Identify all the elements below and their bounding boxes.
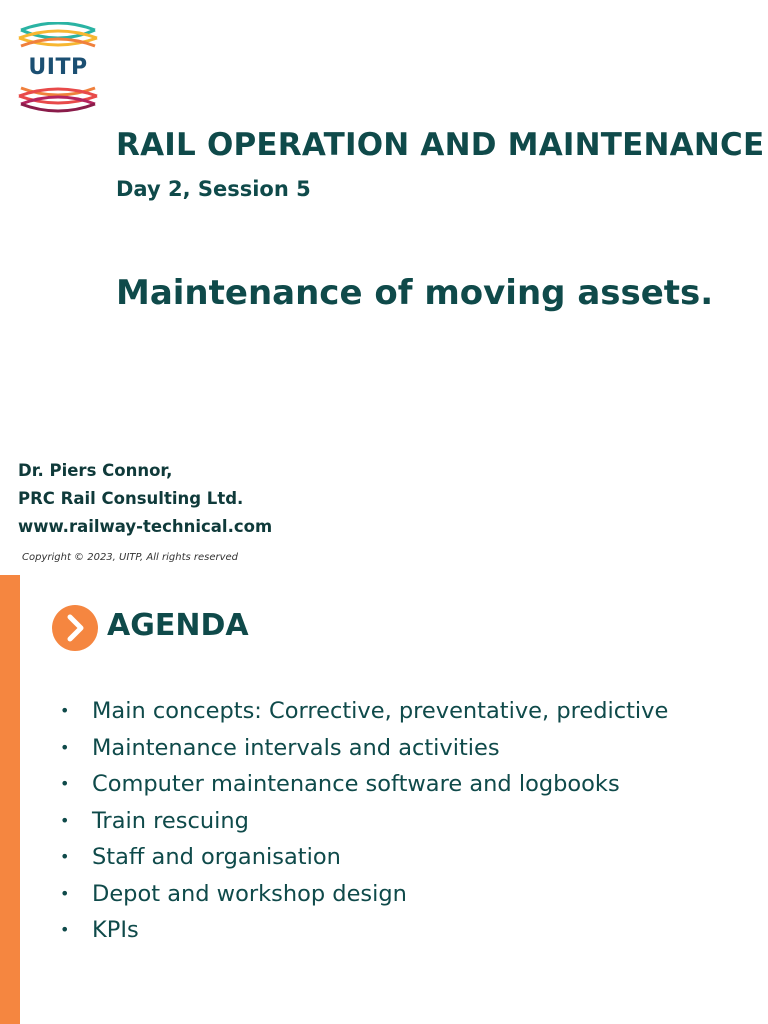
logo-text: UITP [28, 55, 88, 80]
uitp-logo [17, 22, 99, 114]
agenda-item [60, 912, 668, 949]
accent-bar [0, 575, 20, 1024]
agenda-item-text: KPIs [92, 917, 139, 943]
agenda-item [60, 803, 668, 840]
author-company: PRC Rail Consulting Ltd. [18, 489, 244, 508]
agenda-item-text: Main concepts: Corrective, preventative, predictive [92, 698, 669, 724]
agenda-badge [52, 605, 98, 651]
agenda-item-text: Train rescuing [92, 807, 249, 834]
session-topic: Maintenance of moving assets. [116, 273, 714, 313]
bullet: • [60, 810, 70, 830]
agenda-item [60, 876, 668, 913]
agenda-list [60, 693, 668, 949]
bullet: • [60, 883, 70, 903]
bullet: • [60, 847, 70, 866]
presentation-title: RAIL OPERATION AND MAINTENANCE [116, 127, 765, 163]
bullet: • [60, 920, 70, 939]
bullet: • [60, 774, 70, 793]
agenda-item-text: Depot and workshop design [92, 880, 407, 907]
agenda-item-text: Staff and organisation [92, 844, 341, 870]
author-block [18, 457, 272, 541]
agenda-item [60, 730, 668, 767]
agenda-item-text: Computer maintenance software and logbooks [92, 771, 620, 797]
agenda-item [60, 839, 668, 876]
author-name: Dr. Piers Connor, [18, 461, 173, 480]
agenda-slide [0, 575, 768, 1024]
agenda-item [60, 766, 668, 803]
bullet: • [60, 701, 70, 720]
bullet: • [60, 737, 70, 757]
copyright-notice: Copyright © 2023, UITP, All rights reserved [22, 552, 239, 563]
author-website[interactable]: www.railway-technical.com [18, 517, 273, 536]
agenda-item-text: Maintenance intervals and activities [92, 734, 500, 761]
chevron-right-icon [52, 605, 98, 651]
agenda-item [60, 693, 668, 730]
session-subtitle: Day 2, Session 5 [116, 177, 311, 201]
agenda-heading: AGENDA [107, 608, 249, 643]
